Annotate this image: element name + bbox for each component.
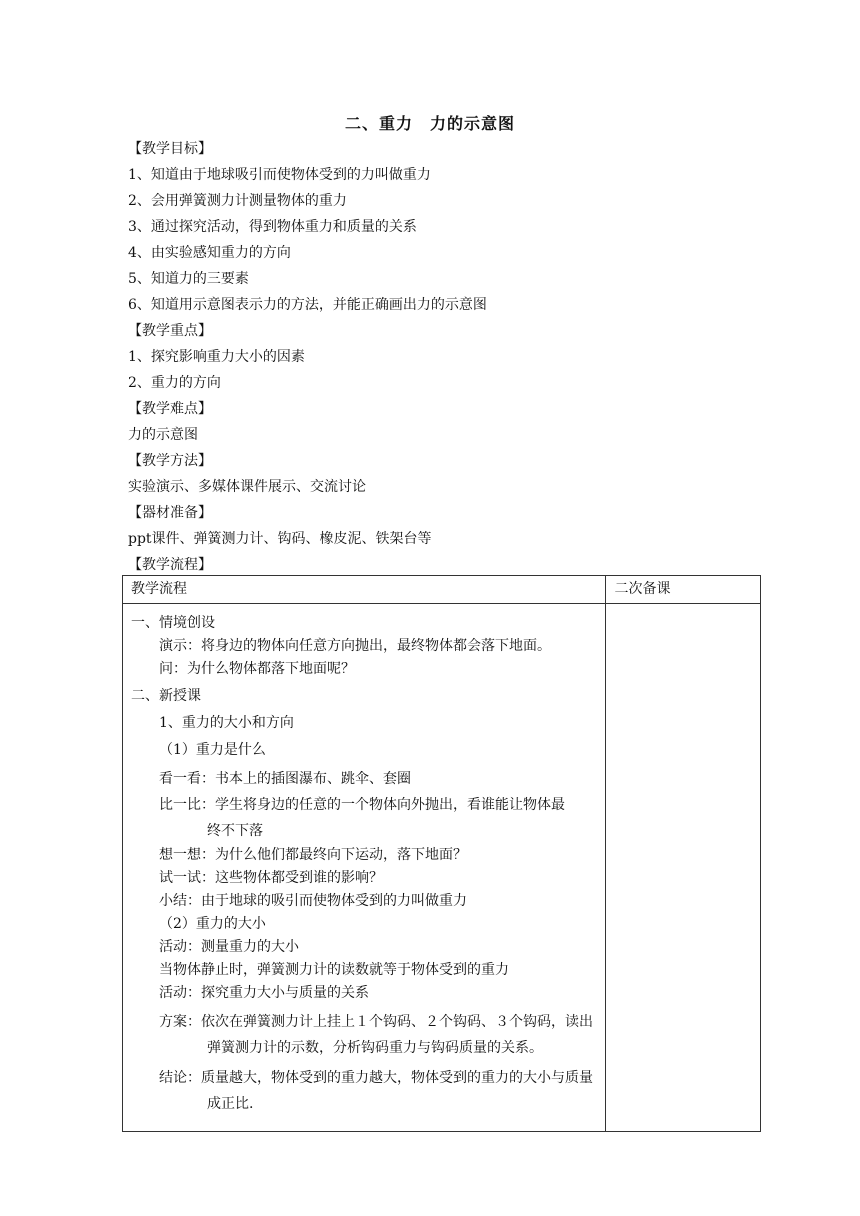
flow-line: 比一比：学生将身边的任意的一个物体向外抛出，看谁能让物体最: [159, 797, 565, 813]
section-heading-difficulty: 【教学难点】: [128, 401, 212, 417]
objective-item: 6、知道用示意图表示力的方法，并能正确画出力的示意图: [128, 297, 487, 313]
flow-line: 问：为什么物体都落下地面呢？: [159, 661, 355, 677]
methods-text: 实验演示、多媒体课件展示、交流讨论: [128, 479, 366, 495]
objective-item: 3、通过探究活动，得到物体重力和质量的关系: [128, 219, 417, 235]
flow-line: 活动：测量重力的大小: [159, 939, 299, 955]
flow-line: 终不下落: [207, 823, 263, 839]
flow-line: （1）重力是什么: [159, 742, 266, 758]
flow-line: （2）重力的大小: [159, 916, 266, 932]
objective-item: 2、会用弹簧测力计测量物体的重力: [128, 193, 347, 209]
second-prep-cell: [605, 604, 760, 1132]
section-heading-key-points: 【教学重点】: [128, 323, 212, 339]
flow-line: 想一想：为什么他们都最终向下运动，落下地面？: [159, 847, 467, 863]
flow-line: 弹簧测力计的示数，分析钩码重力与钩码质量的关系。: [207, 1040, 543, 1056]
flow-line: 试一试：这些物体都受到谁的影响？: [159, 870, 383, 886]
flow-line: 一、情境创设: [131, 615, 215, 631]
teaching-flow-table: [122, 575, 761, 1132]
lesson-intro: [128, 136, 768, 578]
flow-line: 看一看：书本上的插图瀑布、跳伞、套圈: [159, 771, 411, 787]
flow-line: 二、新授课: [131, 688, 201, 704]
objective-item: 5、知道力的三要素: [128, 271, 249, 287]
flow-line: 1、重力的大小和方向: [159, 715, 294, 731]
flow-line: 演示：将身边的物体向任意方向抛出，最终物体都会落下地面。: [159, 638, 551, 654]
table-header-row: [123, 576, 761, 604]
key-point-item: 1、探究影响重力大小的因素: [128, 349, 305, 365]
flow-line: 小结：由于地球的吸引而使物体受到的力叫做重力: [159, 893, 467, 909]
section-heading-flow: 【教学流程】: [128, 557, 212, 573]
equipment-text: ppt课件、弹簧测力计、钩码、橡皮泥、铁架台等: [128, 531, 432, 547]
table-body-row: [123, 604, 761, 1132]
flow-line: 结论：质量越大，物体受到的重力越大，物体受到的重力的大小与质量: [159, 1070, 593, 1086]
page-title: 二、重力 力的示意图: [344, 114, 515, 133]
section-heading-methods: 【教学方法】: [128, 453, 212, 469]
flow-content-cell: [123, 604, 606, 1132]
column-header-second-prep: 二次备课: [605, 576, 760, 604]
flow-line: 成正比.: [207, 1096, 254, 1112]
column-header-flow: 教学流程: [123, 576, 606, 604]
section-heading-equipment: 【器材准备】: [128, 505, 212, 521]
difficulty-text: 力的示意图: [128, 427, 198, 443]
key-point-item: 2、重力的方向: [128, 375, 221, 391]
flow-line: 当物体静止时，弹簧测力计的读数就等于物体受到的重力: [159, 962, 509, 978]
objective-item: 4、由实验感知重力的方向: [128, 245, 291, 261]
flow-line: 活动：探究重力大小与质量的关系: [159, 985, 369, 1001]
objective-item: 1、知道由于地球吸引而使物体受到的力叫做重力: [128, 167, 431, 183]
section-heading-objectives: 【教学目标】: [128, 141, 212, 157]
flow-line: 方案：依次在弹簧测力计上挂上１个钩码、２个钩码、３个钩码，读出: [159, 1014, 593, 1030]
